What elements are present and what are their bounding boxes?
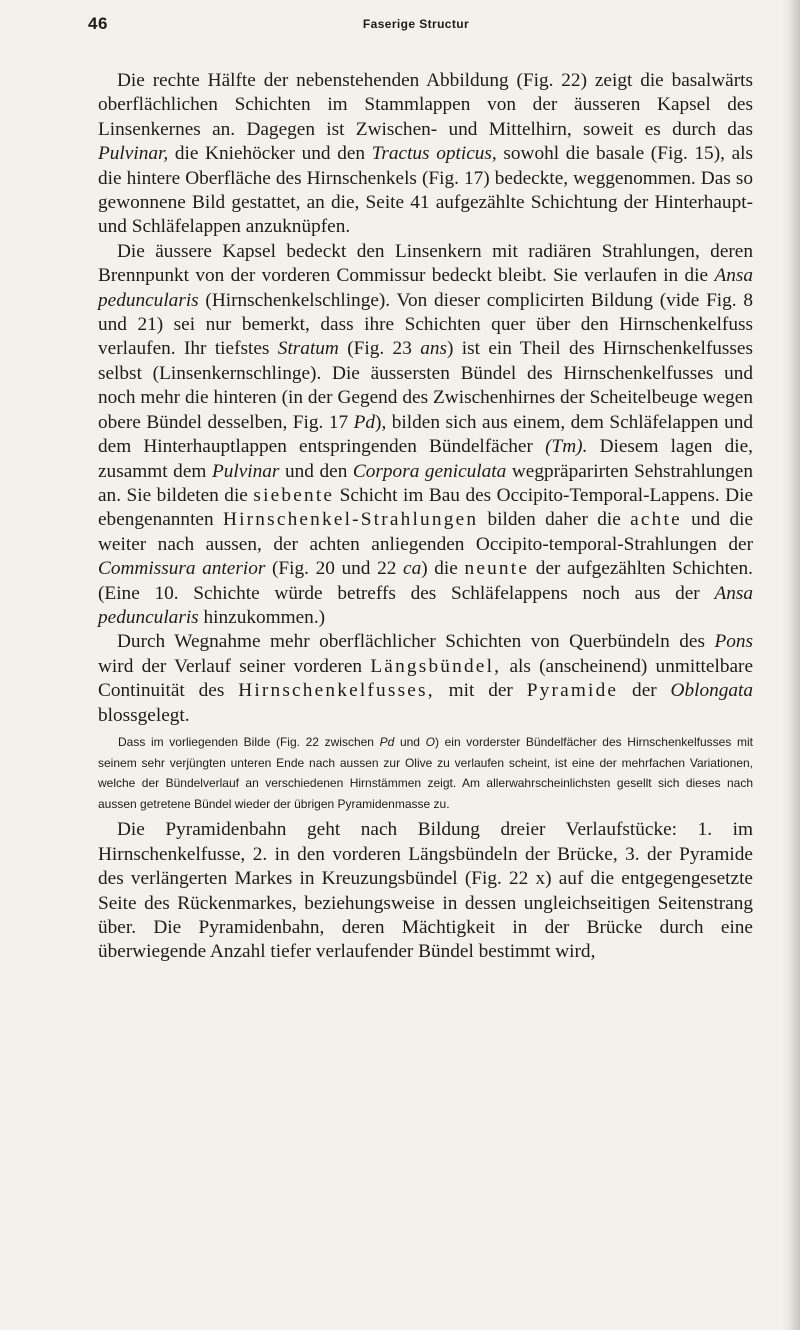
spaced-term: Hirnschenkel-Strahlungen [222,509,479,531]
text-run: Die äussere Kapsel bedeckt den Linsenkern mit radiären Strahlungen, deren Brennpunkt von der vorderen Commissur bedeckt bleibt. Sie verlaufen in die [98,240,753,287]
text-run: die Kniehöcker und den [168,143,372,165]
text-run: ) ist ein Theil des Hirnschenkelfusses selbst (Linsenkernschlinge). Die äussersten Bündel des Hirnschenkelfusses und noch mehr die hinteren (in der Gegend des Zwischenhirnes der Scheitelbeuge wegen obere Bündel desselben, Fig. 17 [98,338,753,433]
text-run: (Fig. 20 und 22 [265,558,404,580]
italic-term: Ansa peduncularis [98,265,753,311]
italic-term: Oblongata [670,680,754,702]
spaced-term: Pyramide [526,680,619,702]
italic-term: (Tm). [545,436,588,458]
text-run: und [394,734,426,749]
italic-term: Pulvinar, [98,143,169,165]
text-run: (Fig. 23 [338,338,421,360]
text-run: Diesem lagen die, zusammt dem [98,436,753,482]
italic-term: ca [403,558,422,580]
italic-term: O [425,734,435,749]
paragraph-3 [98,630,753,728]
page-number: 46 [88,14,108,33]
spaced-term: Hirnschenkelfusses, [238,680,435,702]
italic-term: Pons [714,631,753,653]
text-run: (Hirnschenkelschlinge). Von dieser complicirten Bildung (vide Fig. 8 und 21) sei nur bemerkt, dass ihre Schichten quer über den Hirnschenkelfuss verlaufen. Ihr tiefstes [98,289,753,360]
text-run: Schicht im Bau des Occipito-Temporal-Lappens. Die ebengenannten [98,484,753,531]
paragraph-1 [98,69,753,240]
spaced-term: Längsbündel, [370,655,502,677]
spaced-term: achte [630,509,682,531]
spaced-term: neunte [464,558,530,580]
text-run: wird der Verlauf seiner vorderen [98,655,371,677]
text-run: Durch Wegnahme mehr oberflächlicher Schichten von Querbündeln des [117,631,715,653]
page-edge-shadow [782,0,800,1330]
italic-term: Tractus opticus, [371,143,497,165]
text-run: ) ein vorderster Bündelfächer des Hirnschenkelfusses mit seinem sehr verjüngten unteren Ende nach aussen zur Olive zu verlaufen scheint, ist eine der mehrfachen Variationen, welche der Bündelverlauf an verschiedenen Hirnstämmen zeigt. Am allerwahrscheinlichsten gesellt sich dieses nach aussen getretene Bündel wieder der übrigen Pyramidenmasse zu. [98,734,753,811]
running-title: Faserige Structur [362,17,470,31]
running-head [88,14,744,40]
paragraph-4 [98,818,753,964]
text-run: ) die [421,558,465,580]
italic-term: Commissura anterior [98,558,266,580]
footnote-paragraph [98,732,753,814]
text-run: und die weiter nach aussen, der achten anliegenden Occipito-temporal-Strahlungen der [98,509,753,555]
text-run: als (anscheinend) unmittelbare Continuität des [98,655,753,702]
italic-term: ans [420,338,447,360]
paragraph-2 [98,240,753,631]
text-run: mit der [434,680,527,702]
italic-term: Pd [353,411,376,433]
text-run: Dass im vorliegenden Bilde (Fig. 22 zwischen [118,734,380,749]
spaced-term: siebente [253,484,335,506]
italic-term: Pd [379,734,395,749]
text-run: Die Pyramidenbahn geht nach Bildung dreier Verlaufstücke: 1. im Hirnschenkelfusse, 2. in den vorderen Längsbündeln der Brücke, 3. der Pyramide des verlängerten Markes in Kreuzungsbündel (Fig. 22 x) auf die entgegengesetzte Seite des Rückenmarkes, beziehungsweise in dessen ungleichseitigen Seitenstrang über. Die Pyramidenbahn, deren Mächtigkeit in der Brücke durch eine überwiegende Anzahl tiefer verlaufender Bündel bestimmt wird, [98,819,753,963]
italic-term: Corpora geniculata [352,460,507,482]
text-run: hinzukommen.) [198,606,326,628]
text-run: bilden daher die [478,509,631,531]
body-text [98,69,753,965]
text-run: der aufgezählten Schichten. (Eine 10. Schichte würde betreffs des Schläfelappens noch aus der [98,558,753,604]
text-run: sowohl die basale (Fig. 15), als die hintere Oberfläche des Hirnschenkels (Fig. 17) bedeckte, weggenommen. Das so gewonnene Bild gestattet, an die, Seite 41 aufgezählte Schichtung der Hinterhaupt- und Schläfelappen anzuknüpfen. [98,143,754,238]
text-run: der [618,680,671,702]
text-run: wegpräparirten Sehstrahlungen an. Sie bildeten die [98,460,754,506]
italic-term: Stratum [277,338,339,360]
text-run: ), bilden sich aus einem, dem Schläfelappen und dem Hinterhauptlappen entspringenden Bündelfächer [98,411,753,458]
italic-term: Ansa peduncularis [98,582,753,628]
text-run: blossgelegt. [98,704,190,726]
italic-term: Pulvinar [211,460,280,482]
text-run: und den [279,460,353,482]
text-run: Die rechte Hälfte der nebenstehenden Abbildung (Fig. 22) zeigt die basalwärts oberflächlichen Schichten im Stammlappen von der äusseren Kapsel des Linsenkernes an. Dagegen ist Zwischen- und Mittelhirn, soweit es durch das [98,70,753,140]
